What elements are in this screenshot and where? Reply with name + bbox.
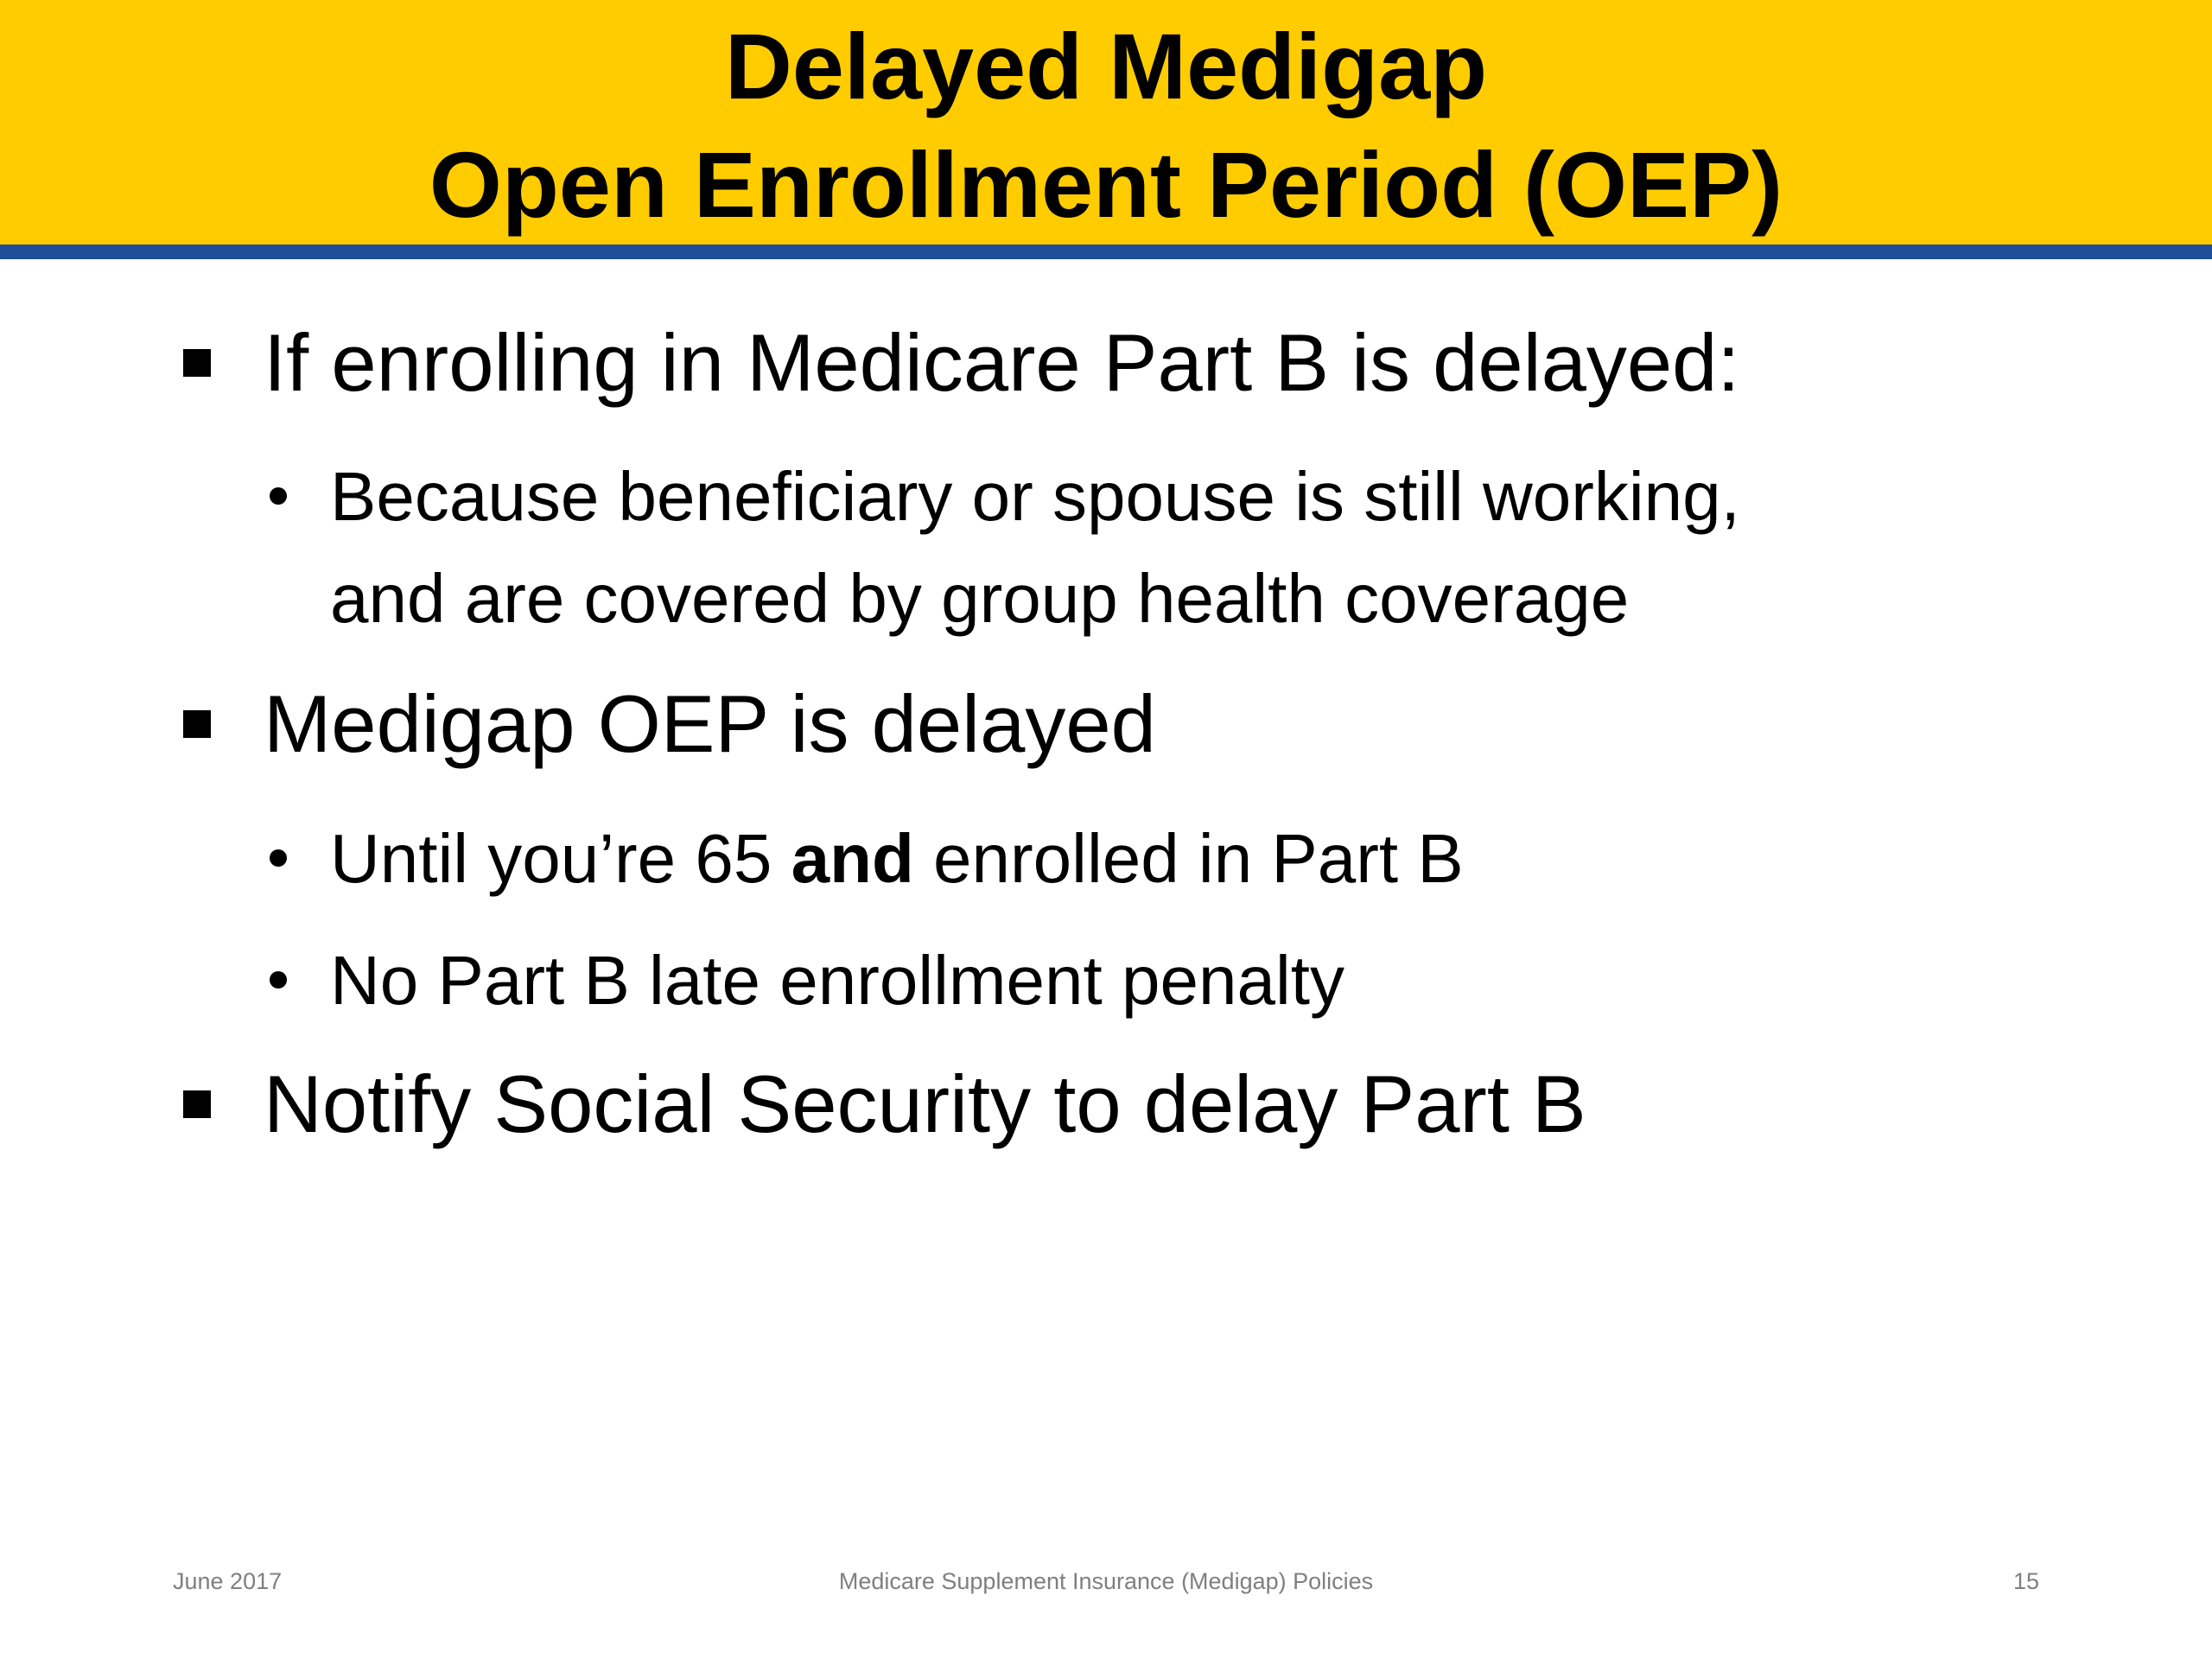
bullet-2-sub-1 xyxy=(330,808,1464,910)
slide-number: 15 xyxy=(2012,1568,2039,1594)
square-bullet-icon xyxy=(183,710,211,738)
round-bullet-icon xyxy=(270,849,287,867)
round-bullet-icon xyxy=(270,971,287,988)
slide-title-line-2: Open Enrollment Period (OEP) xyxy=(429,132,1783,237)
bullet-2-text: Medigap OEP is delayed xyxy=(264,678,1156,769)
bullet-3-text: Notify Social Security to delay Part B xyxy=(264,1058,1586,1149)
slide-title-line-1: Delayed Medigap xyxy=(724,14,1488,118)
bullet-1-sub-1-line-1: Because beneficiary or spouse is still working, xyxy=(330,458,1740,535)
square-bullet-icon xyxy=(183,1090,211,1118)
bullet-2-sub-1-bold: and xyxy=(791,820,914,897)
bullet-2-sub-1-before: Until you’re 65 xyxy=(330,820,791,897)
footer-date: June 2017 xyxy=(173,1568,283,1594)
bullet-1-sub-1-line-2: and are covered by group health coverage xyxy=(330,560,1630,637)
round-bullet-icon xyxy=(270,487,287,505)
bullet-2-sub-1-after: enrolled in Part B xyxy=(913,820,1464,897)
bullet-2-sub-2: No Part B late enrollment penalty xyxy=(330,942,1344,1019)
footer-title: Medicare Supplement Insurance (Medigap) Policies xyxy=(838,1568,1374,1594)
square-bullet-icon xyxy=(183,349,211,377)
bullet-1-text: If enrolling in Medicare Part B is delayed: xyxy=(264,317,1740,408)
